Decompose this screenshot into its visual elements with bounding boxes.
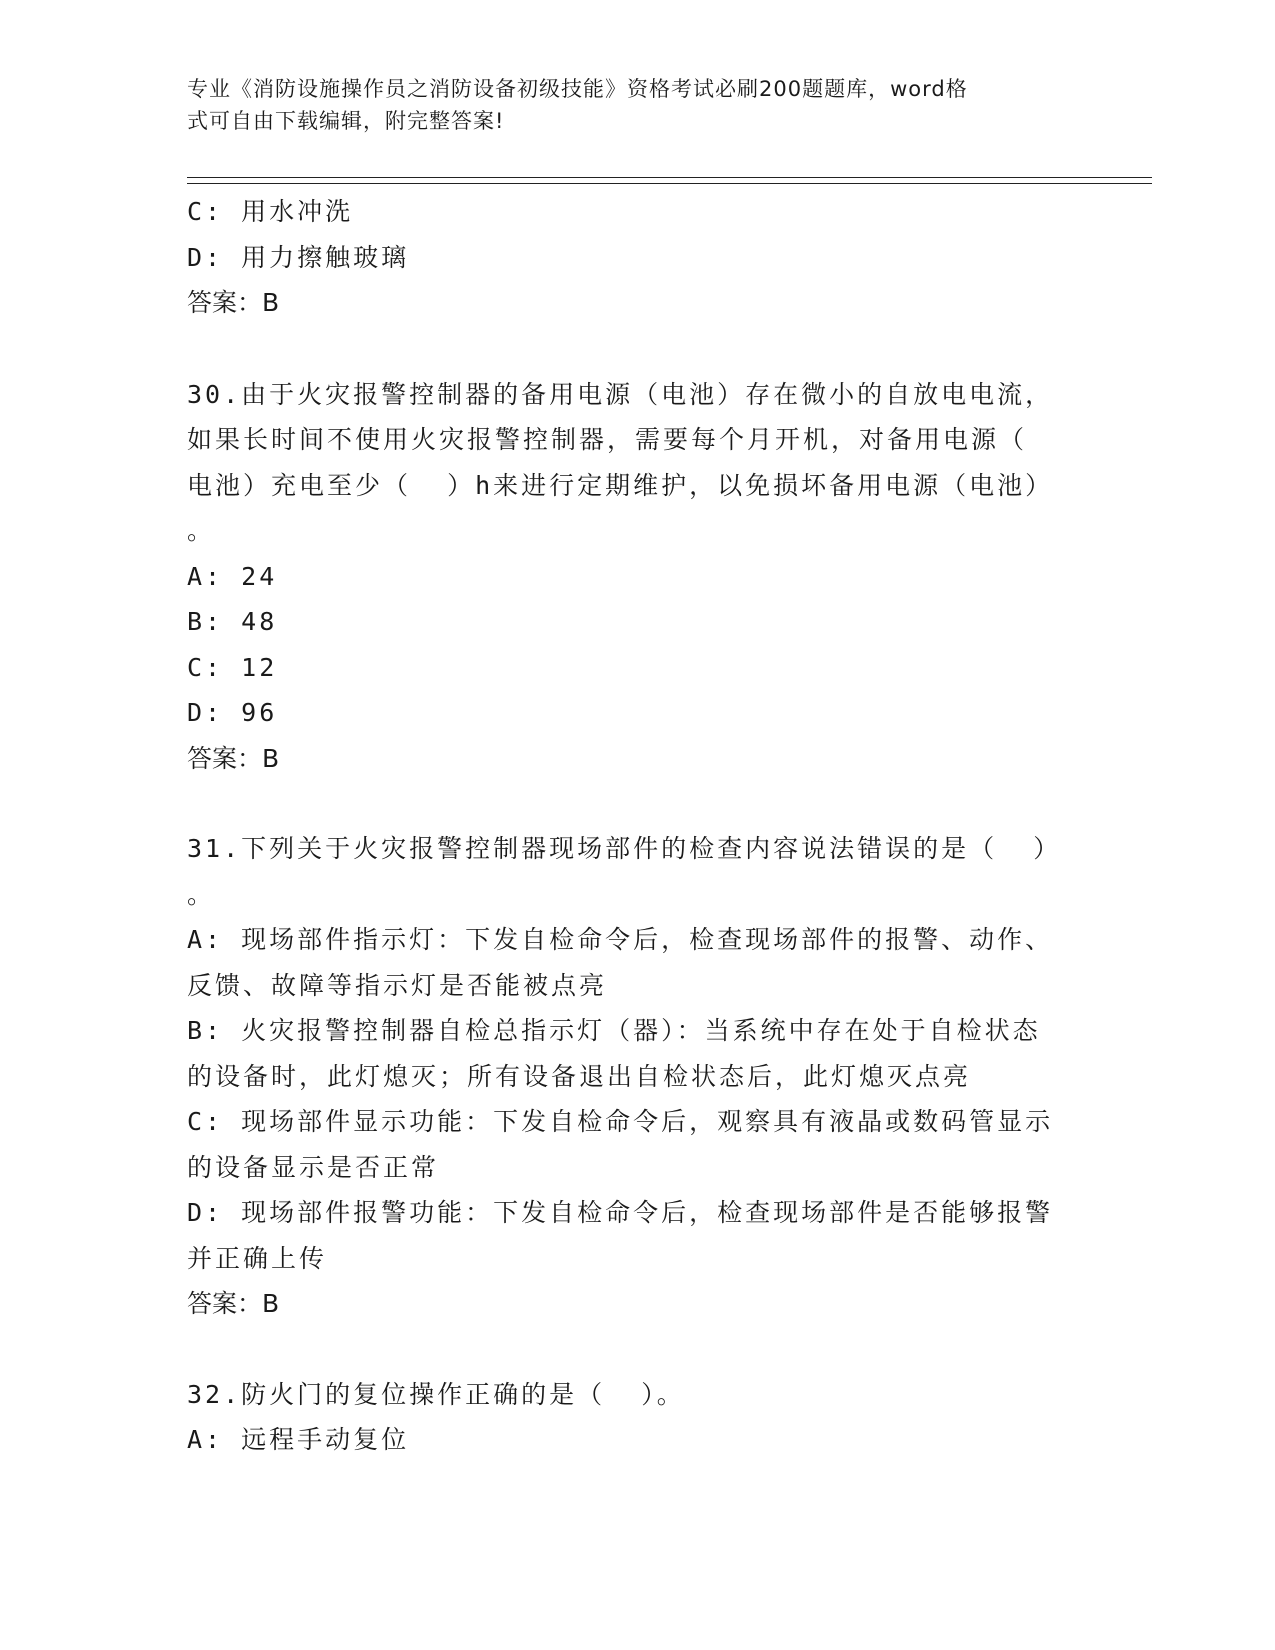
option-a: A: 现场部件指示灯：下发自检命令后，检查现场部件的报警、动作、 xyxy=(187,925,1054,954)
question-content xyxy=(187,189,1067,1463)
option-b-cont: 的设备时，此灯熄灭；所有设备退出自检状态后，此灯熄灭点亮 xyxy=(187,1061,972,1091)
spacer xyxy=(187,1327,1067,1372)
spacer xyxy=(187,326,1067,372)
option-a-cont: 反馈、故障等指示灯是否能被点亮 xyxy=(187,970,608,1000)
question-text-line: 。 xyxy=(187,879,216,909)
option-a: A: 24 xyxy=(187,561,278,591)
header-divider-thick xyxy=(187,177,1152,178)
question-text-line: 30.由于火灾报警控制器的备用电源（电池）存在微小的自放电电流， xyxy=(187,379,1054,409)
page-header xyxy=(187,73,1067,137)
question-29-tail xyxy=(187,189,1067,326)
question-text-line: 电池）充电至少（ ）h来进行定期维护，以免损坏备用电源（电池） xyxy=(187,470,1054,500)
option-b: B: 火灾报警控制器自检总指示灯（器）：当系统中存在处于自检状态 xyxy=(187,1016,1041,1045)
header-divider-thin xyxy=(187,183,1152,184)
option-d: D: 现场部件报警功能：下发自检命令后，检查现场部件是否能够报警 xyxy=(187,1198,1054,1227)
question-31 xyxy=(187,826,1067,1327)
answer-line: 答案：B xyxy=(187,1289,280,1318)
question-text-line: 如果长时间不使用火灾报警控制器，需要每个月开机，对备用电源（ xyxy=(187,425,1028,454)
question-text-line: 。 xyxy=(187,516,216,545)
option-b: B: 48 xyxy=(187,607,278,636)
option-c: C: 现场部件显示功能：下发自检命令后，观察具有液晶或数码管显示 xyxy=(187,1107,1054,1136)
option-c-cont: 的设备显示是否正常 xyxy=(187,1152,440,1182)
option-c: C: 12 xyxy=(187,652,278,682)
spacer xyxy=(187,781,1067,826)
question-text-line: 32.防火门的复位操作正确的是（ ）。 xyxy=(187,1379,685,1409)
option-a: A: 远程手动复位 xyxy=(187,1425,410,1454)
header-line-1: 专业《消防设施操作员之消防设备初级技能》资格考试必刷200题题库，word格 xyxy=(187,77,968,101)
answer-line: 答案：B xyxy=(187,288,280,317)
option-c: C: 用水冲洗 xyxy=(187,197,354,226)
question-30 xyxy=(187,372,1067,782)
option-d: D: 用力擦触玻璃 xyxy=(187,242,410,272)
question-32 xyxy=(187,1372,1067,1463)
answer-line: 答案：B xyxy=(187,743,280,773)
header-line-2: 式可自由下载编辑，附完整答案! xyxy=(187,109,505,133)
option-d-cont: 并正确上传 xyxy=(187,1243,328,1273)
option-d: D: 96 xyxy=(187,698,278,727)
question-text-line: 31.下列关于火灾报警控制器现场部件的检查内容说法错误的是（ ） xyxy=(187,834,1062,863)
